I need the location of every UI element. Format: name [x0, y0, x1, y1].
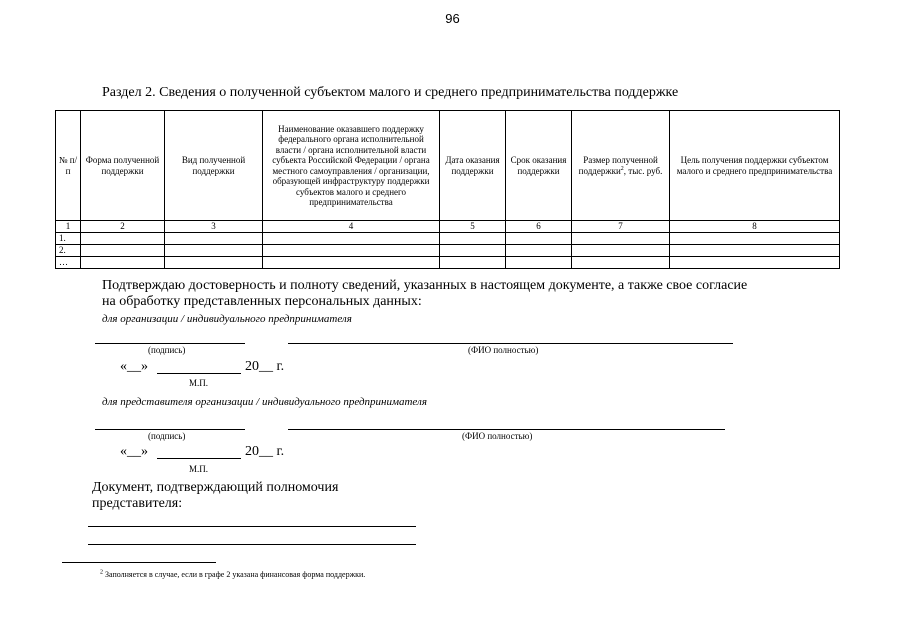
table-cell[interactable] [572, 256, 670, 268]
table-cell[interactable] [572, 244, 670, 256]
header-support-type: Вид полученной поддержки [165, 111, 263, 221]
row-number: 1. [56, 232, 81, 244]
table-cell[interactable] [670, 232, 840, 244]
table-row [56, 232, 840, 244]
fio-label: (ФИО полностью) [468, 345, 539, 355]
confirm-line-2: на обработку представленных персональных данных: [102, 294, 422, 309]
rep-label: для представителя организации / индивидуального предпринимателя [102, 396, 427, 408]
date-year: 20__ г. [245, 444, 285, 459]
table-cell[interactable] [165, 256, 263, 268]
header-provider-name: Наименование оказавшего поддержку федерального органа исполнительной власти / органа исполнительной власти субъекта Российской Федерации / органа местного самоуправления / организации, образующей инфраструктуру поддержки субъектов малого и среднего предпринимательства [263, 111, 440, 221]
table-cell[interactable] [263, 256, 440, 268]
table-cell[interactable] [506, 232, 572, 244]
signature-label: (подпись) [148, 431, 186, 441]
footnote: $^2$ Заполняется в случае, если в графе 2 указана финансовая форма поддержки. [100, 569, 366, 579]
table-cell[interactable] [440, 232, 506, 244]
column-number: 1 [56, 221, 81, 233]
stamp-label: М.П. [189, 378, 209, 388]
fio-line[interactable] [288, 343, 733, 344]
column-number: 6 [506, 221, 572, 233]
table-row [56, 244, 840, 256]
org-label: для организации / индивидуального предпринимателя [102, 313, 352, 325]
header-support-purpose: Цель получения поддержки субъектом малого и среднего предпринимательства [670, 111, 840, 221]
document-line[interactable] [88, 526, 416, 527]
date-month-line[interactable] [157, 373, 241, 374]
column-number: 4 [263, 221, 440, 233]
table-row [56, 256, 840, 268]
table-cell[interactable] [440, 256, 506, 268]
row-number: … [56, 256, 81, 268]
header-number: № п/п [56, 111, 81, 221]
support-table [55, 110, 840, 269]
table-cell[interactable] [670, 256, 840, 268]
date-month-line[interactable] [157, 458, 241, 459]
column-number: 7 [572, 221, 670, 233]
document-line-2: представителя: [92, 496, 183, 511]
table-cell[interactable] [81, 232, 165, 244]
column-number: 2 [81, 221, 165, 233]
document-line-1: Документ, подтверждающий полномочия [92, 480, 339, 495]
header-support-form: Форма полученной поддержки [81, 111, 165, 221]
table-cell[interactable] [506, 244, 572, 256]
date-year: 20__ г. [245, 359, 285, 374]
table-cell[interactable] [440, 244, 506, 256]
document-line[interactable] [88, 544, 416, 545]
column-number: 8 [670, 221, 840, 233]
row-number: 2. [56, 244, 81, 256]
signature-label: (подпись) [148, 345, 186, 355]
table-cell[interactable] [670, 244, 840, 256]
fio-line[interactable] [288, 429, 725, 430]
footnote-separator [62, 562, 216, 563]
signature-line[interactable] [95, 429, 245, 430]
header-support-term: Срок оказания поддержки [506, 111, 572, 221]
section-title: Раздел 2. Сведения о полученной субъектом малого и среднего предпринимательства поддержке [102, 85, 679, 100]
confirm-line-1: Подтверждаю достоверность и полноту сведений, указанных в настоящем документе, а также свое согласие [102, 278, 748, 293]
header-support-amount: Размер полученной поддержки$^2$, тыс. руб. [572, 111, 670, 221]
header-support-date: Дата оказания поддержки [440, 111, 506, 221]
table-cell[interactable] [263, 244, 440, 256]
page-number: 96 [445, 11, 460, 26]
table-cell[interactable] [572, 232, 670, 244]
table-cell[interactable] [506, 256, 572, 268]
table-cell[interactable] [165, 244, 263, 256]
date-day: «__» [120, 444, 148, 459]
table-cell[interactable] [81, 256, 165, 268]
table-cell[interactable] [263, 232, 440, 244]
column-number: 3 [165, 221, 263, 233]
table-cell[interactable] [165, 232, 263, 244]
table-cell[interactable] [81, 244, 165, 256]
stamp-label: М.П. [189, 464, 209, 474]
column-number: 5 [440, 221, 506, 233]
fio-label: (ФИО полностью) [462, 431, 533, 441]
signature-line[interactable] [95, 343, 245, 344]
date-day: «__» [120, 359, 148, 374]
